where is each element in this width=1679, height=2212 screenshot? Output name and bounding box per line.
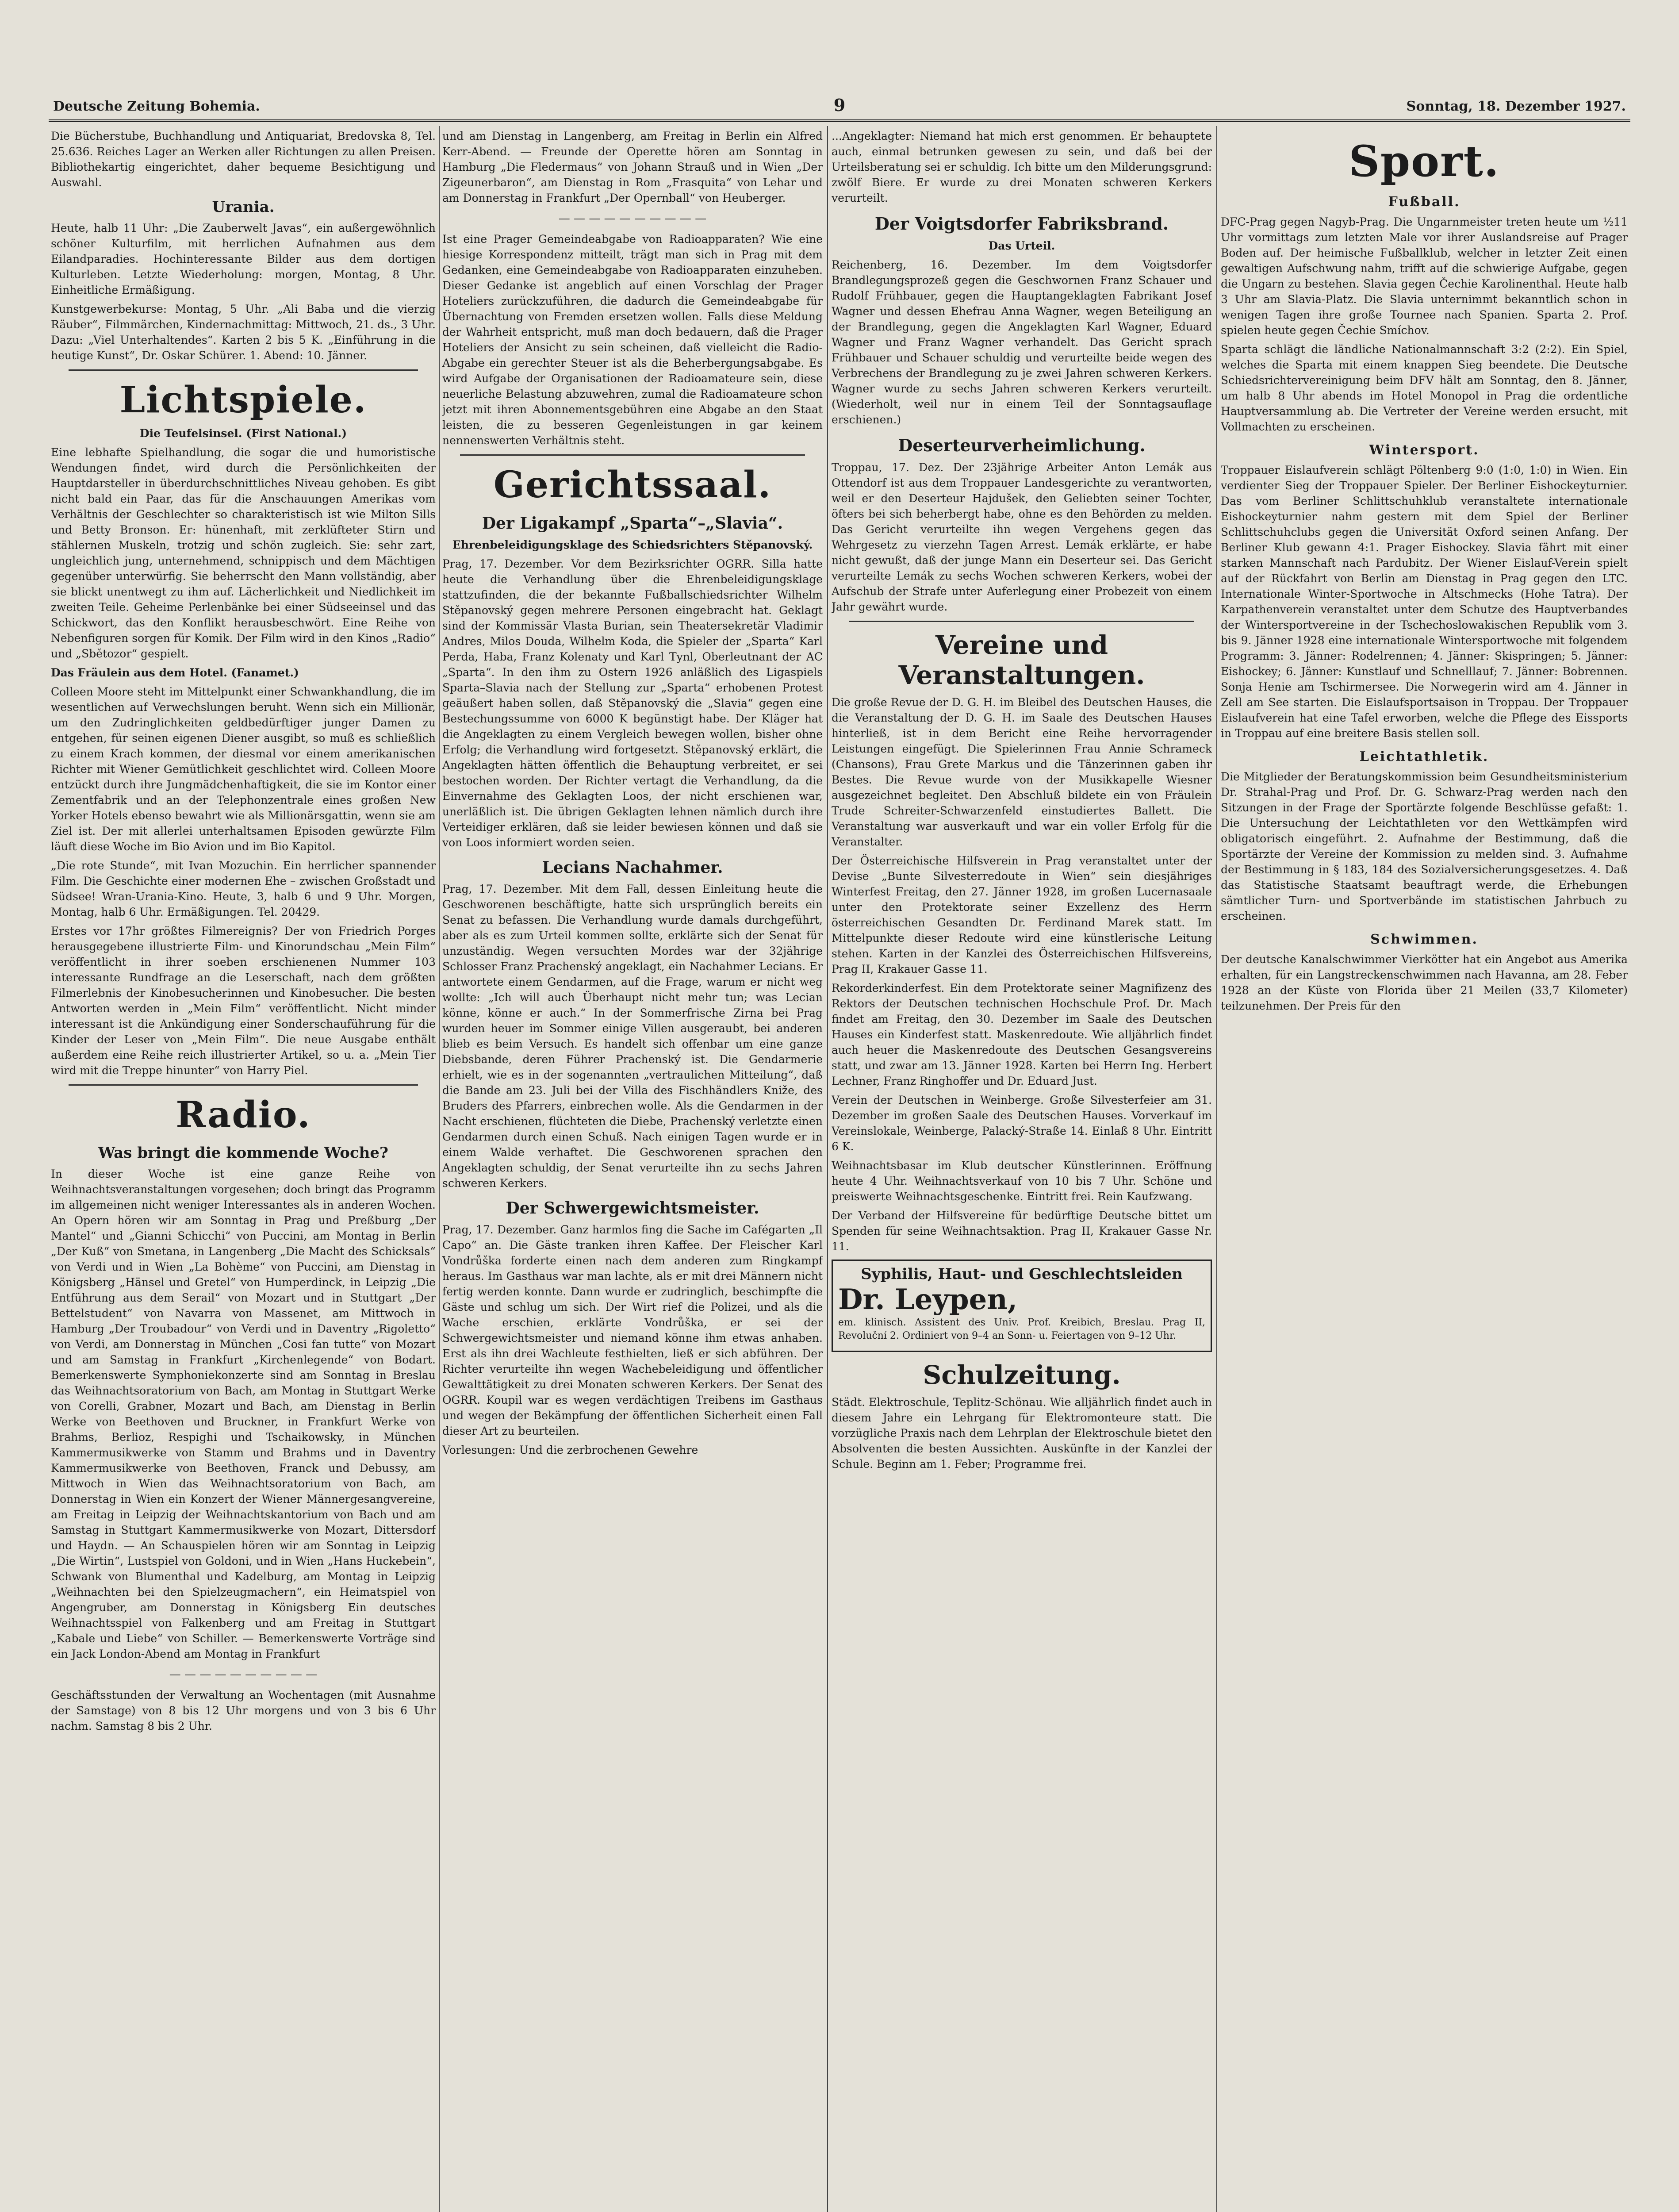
article-text: Eine lebhafte Spielhandlung, die sogar die und humoristische Wendungen findet, wird durch die Persönlichkeiten der Hauptdarsteller in überdurchschnittliches Niveau gehoben. Es gibt nicht bald ein Paar, das für die Anschauungen Amerikas vom Verhältnis der Geschlechter so charakteristisch ist wie Milton Sills und Betty Bronson. Er: hünenhaft, mit zerklüfteter Stirn und stählernen Muskeln, trotzig und schön zugleich. Sie: sehr zart, ungleichlich jung, unternehmend, schnippisch und dem Mächtigen gegenüber unterwürfig. Sie beherrscht den Mann vollständig, aber sie blickt unentwegt zu ihm auf. Lächerlichkeit und Niedlichkeit im zweiten Teile. Geheime Perlenbänke bei einer Südseeinsel und das Schickwort, das den Konflikt herausbeschwört. Eine Reihe von Nebenfiguren sorgen für Komik. Der Film wird in den Kinos „Radio“ und „Sbětozor“ gespielt. [51, 446, 436, 660]
article-text: Die Mitglieder der Beratungskommission beim Gesundheitsministerium Dr. Strahal-Prag und Prof. Dr. G. Schwarz-Prag werden nach den Sitzungen in der Frage der Sportärzte folgende Beschlüsse gefaßt: 1. Die Untersuchung der Leichtathleten vor den Wettkämpfen wird obligatorisch eingeführt. 2. Aufnahme der Bestimmung, daß die Sportärzte der Vereine der Kommission zu melden sind. 3. Aufnahme der Bestimmung in § 183, 184 des Sozialversicherungsgesetzes. 4. Daß das Statistische Staatsamt beauftragt werde, die Erhebungen sämtlicher Turn- und Sportverbände im statistischen Jahrbuch zu erscheinen. [1221, 770, 1628, 922]
article-text: Prag, 17. Dezember. Mit dem Fall, dessen Einleitung heute die Geschworenen beschäftigte, hatte sich ursprünglich bereits ein Senat zu befassen. Die Verhandlung wurde damals durchgeführt, aber als es zum Urteil kommen sollte, erklärte sich der Senat für unzuständig. Wegen versuchten Mordes war der 32jährige Schlosser Franz Prachenský angeklagt, ein Nachahmer Lecians. Er antwortete einem Gendarmen, auf die Frage, warum er nicht weg wollte: „Ich will auch Überhaupt nicht mehr tun; was Lecian könne, könne er auch.“ In der Sommerfrische Zirna bei Prag wurden heuer im Sommer einige Villen ausgeraubt, bei anderen blieb es beim Versuch. Es handelt sich offenbar um eine ganze Diebsbande, deren Führer Prachenský ist. Die Gendarmerie erhielt, wie es in der sogenannten „vertraulichen Mitteilung“, daß die Bande am 23. Juli bei der Villa des Fischhändlers Kniže, des Bruders des Pfarrers, einbrechen wolle. Als die Gendarmen in der Nacht erschienen, flüchteten die Diebe, Prachenský verletzte einen Gendarmen durch einen Schuß. Nach einigen Tagen wurde er in einem Walde verhaftet. Die Geschworenen sprachen den Angeklagten schuldig, der Senat verurteilte ihn zu sechs Jahren schweren Kerkers. [442, 883, 823, 1190]
article-text: ...Angeklagter: Niemand hat mich erst genommen. Er behauptete auch, einmal betrunken gewesen zu sein, und daß bei der Urteilsberatung sei er schuldig. Ich bitte um den Milderungsgrund: zwölf Biere. Er wurde zu drei Monaten schweren Kerkers verurteilt. [832, 130, 1212, 204]
masthead-rule [49, 119, 1630, 122]
section-rule: — — — — — — — — — — [558, 212, 707, 225]
column-2 [442, 128, 823, 2212]
article-heading: Lecians Nachahmer. [542, 858, 723, 877]
article-text: Der Österreichische Hilfsverein in Prag veranstaltet unter der Devise „Bunte Silvesterredoute in Wien“ sein diesjähriges Winterfest Freitag, den 27. Jänner 1928, im großen Lucernasaale unter den Protektorate seiner Exzellenz des Herrn österreichischen Gesandten Dr. Ferdinand Marek statt. Im Mittelpunkte dieser Redoute wird eine künstlerische Leitung stehen. Karten in der Kanzlei des Österreichischen Hilfsvereins, Prag II, Krakauer Gasse 11. [832, 854, 1212, 975]
column-divider [439, 126, 440, 2212]
section-rule [460, 454, 805, 456]
section-rule [69, 1084, 418, 1086]
article-text: Städt. Elektroschule, Teplitz-Schönau. Wie alljährlich findet auch in diesem Jahre ein Lehrgang für Elektromonteure statt. Die vorzügliche Praxis nach dem Lehrplan der Elektroschule bietet den Absolventen die besten Aussichten. Auskünfte in der Kanzlei der Schule. Beginn am 1. Feber; Programme frei. [832, 1396, 1212, 1471]
article-text: DFC-Prag gegen Nagyb-Prag. Die Ungarnmeister treten heute um ½11 Uhr vormittags zum letzten Male vor ihrer Auslandsreise auf Prager Boden auf. Der heimische Fußballklub, welcher in letzter Zeit einen gewaltigen Aufschwung nahm, trifft auf die schwierige Aufgabe, gegen die Ungarn zu bestehen. Slavia gegen Čechie Karolinenthal. Heute halb 3 Uhr am Slavia-Platz. Die Slavia unternimmt bekanntlich schon in wenigen Tagen ihre große Tournee nach Spanien. Sparta 2. Prof. spielen heute gegen Čechie Smíchov. [1221, 215, 1628, 337]
doctor-advertisement [832, 1260, 1212, 1352]
article-subheading: Ehrenbeleidigungsklage des Schiedsrichters Stěpanovský. [452, 538, 813, 551]
article-text: Der Verband der Hilfsvereine für bedürftige Deutsche bittet um Spenden für seine Weihnachtsaktion. Prag II, Krakauer Gasse Nr. 11. [832, 1209, 1212, 1253]
urania-more: Kunstgewerbekurse: Montag, 5 Uhr. „Ali Baba und die vierzig Räuber“, Filmmärchen, Kindernachmittag: Mittwoch, 21. ds., 3 Uhr. Dazu: „Viel Unterhaltendes“. Karten 2 bis 5 K. „Einführung in die heutige Kunst“, Dr. Oskar Schürer. 1. Abend: 10. Jänner. [51, 303, 436, 362]
article-heading: Deserteurverheimlichung. [898, 435, 1146, 455]
urania-heading: Urania. [212, 198, 275, 216]
gerichtssaal-heading: Gerichtssaal. [493, 464, 772, 506]
vereine-heading: Vereine und Veranstaltungen. [898, 630, 1145, 690]
article-text: Colleen Moore steht im Mittelpunkt einer Schwankhandlung, die im wesentlichen auf Verwechslungen beruht. Wenn sich ein Millionär, um den Zudringlichkeiten geldbedürftiger junger Damen zu entgehen, für seinen eigenen Diener ausgibt, so muß es schließlich zu einem Krach kommen, der diesmal vor einem amerikanischen Richter mit Wiener Gemütlichkeit geschlichtet wird. Colleen Moore entzückt durch ihre Jungmädchenhaftigkeit, die sie im Kontor einer Zementfabrik und an der Telephonzentrale eines großen New Yorker Hotels ebenso bewahrt wie als Millionärsgattin, wenn sie am Ziel ist. Der mit allerlei unterhaltsamen Episoden gewürzte Film läuft diese Woche im Bio Avion und im Bio Kapitol. [51, 685, 436, 853]
article-text: Vorlesungen: Und die zerbrochenen Gewehre [442, 1444, 698, 1456]
article-text: Prag, 17. Dezember. Ganz harmlos fing die Sache im Cafégarten „Il Capo“ an. Die Gäste tranken ihren Kaffee. Der Fleischer Karl Vondrůška forderte einen nach dem anderen zum Ringkampf heraus. Im Gasthaus war man lachte, als er mit drei Männern nicht fertig werden konnte. Dann wurde er zudringlich, beschimpfte die Gäste und schlug um sich. Der Wirt rief die Polizei, und als die Wache erschien, erklärte Vondrůška, er sei der Schwergewichtsmeister und niemand könne ihm etwas anhaben. Erst als ihn drei Wachleute festhielten, ließ er sich abführen. Der Richter verurteilte ihn wegen Wachebeleidigung und öffentlicher Gewalttätigkeit zu drei Monaten schweren Kerkers. Der Senat des OGRR. Koupil war es wegen verdächtigen Treibens im Gasthaus und wegen der Bekämpfung der öffentlichen Sicherheit einen Fall dieser Art zu beurteilen. [442, 1223, 823, 1437]
section-subheading: Wintersport. [1369, 442, 1480, 458]
ad-details: em. klinisch. Assistent des Univ. Prof. Kreibich, Breslau. Prag II, Revoluční 2. Ordiniert von 9–4 an Sonn- u. Feiertagen von 9–12 Uhr. [838, 1317, 1205, 1341]
section-subheading: Schwimmen. [1370, 932, 1478, 947]
article-text: und am Dienstag in Langenberg, am Freitag in Berlin ein Alfred Kerr-Abend. — Freunde der Operette hören am Sonntag in Hamburg „Die Fledermaus“ von Johann Strauß und in Wien „Der Zigeunerbaron“, am Dienstag in Rom „Frasquita“ von Lehar und am Donnerstag in Frankfurt „Der Opernball“ von Heuberger. [442, 130, 823, 204]
article-text: Die große Revue der D. G. H. im Bleibel des Deutschen Hauses, die die Veranstaltung der D. G. H. im Saale des Deutschen Hauses hinterließ, ist in dem Bericht eine Reihe hervorragender Leistungen eingefügt. Die Spielerinnen Frau Annie Schrameck (Chansons), Frau Grete Markus und die Tänzerinnen gaben ihr Bestes. Die Revue wurde von der Musikkapelle Wiesner ausgezeichnet begleitet. Den Abschluß bildete ein von Fräulein Trude Schreiter-Schwarzenfeld einstudiertes Ballett. Die Veranstaltung war ausverkauft und war ein voller Erfolg für die Veranstalter. [832, 696, 1212, 848]
article-title: Das Fräulein aus dem Hotel. (Fanamet.) [51, 666, 299, 679]
page-number: 9 [833, 95, 846, 115]
ad-doctor-name: Dr. Leypen, [838, 1283, 1018, 1316]
article-text: „Die rote Stunde“, mit Ivan Mozuchin. Ein herrlicher spannender Film. Die Geschichte einer modernen Ehe – zwischen Großstadt und Südsee! Wran-Urania-Kino. Heute, 3, halb 6 und 9 Uhr. Morgen, Montag, halb 6 Uhr. Ermäßigungen. Tel. 20429. [51, 859, 436, 918]
office-hours: Geschäftsstunden der Verwaltung an Wochentagen (mit Ausnahme der Samstage) von 8 bis 12 Uhr morgens und von 3 bis 6 Uhr nachm. Samstag 8 bis 2 Uhr. [51, 1689, 436, 1732]
article-text: Troppau, 17. Dez. Der 23jährige Arbeiter Anton Lemák aus Ottendorf ist aus dem Troppauer Landesgerichte zu verantworten, weil er den Deserteur Hajdušek, den Geliebten seiner Tochter, öfters bei sich beherbergt habe, ohne es den Behörden zu melden. Das Gericht verurteilte ihn wegen Vergehens gegen das Wehrgesetz zu vierzehn Tagen Arrest. Lemák erklärte, er habe nicht gewußt, daß der junge Mann ein Deserteur sei. Das Gericht verurteilte Lemák zu sechs Wochen schweren Kerkers, wobei der Aufschub der Strafe unter Auferlegung einer Probezeit von einem Jahr gewährt wurde. [832, 461, 1212, 613]
section-rule [849, 621, 1194, 622]
article-text: Der deutsche Kanalschwimmer Vierkötter hat ein Angebot aus Amerika erhalten, für ein Langstreckenschwimmen nach Havanna, am 28. Feber 1928 an der Küste von Florida über 21 Meilen (33,7 Kilometer) teilzunehmen. Der Preis für den [1221, 953, 1628, 1012]
publication-name: Deutsche Zeitung Bohemia. [53, 99, 260, 114]
article-text: Ist eine Prager Gemeindeabgabe von Radioapparaten? Wie eine hiesige Korrespondenz mitteilt, trägt man sich in Prag mit dem Gedanken, eine Gemeindeabgabe von Radioapparaten einzuheben. Dieser Gedanke ist angeblich auf einen Vorschlag der Prager Hoteliers zurückzuführen, die dadurch die Gemeindeabgabe für Übernachtung von Fremden ersetzen wollen. Falls diese Meldung der Wahrheit entspricht, muß man doch bedauern, daß die Prager Hoteliers der Ansicht zu sein scheinen, daß vielleicht die Radio-Abgabe ein gerechter Steuer ist als die Beherbergungsabgabe. Es wird Aufgabe der Organisationen der Radioamateure sein, diese neuerliche Belastung abzuwehren, zumal die Radioamateure schon jetzt mit ihren Abonnementsgebühren eine Abgabe an den Staat leisten, die zu besseren Gegenleistungen in gar keinem nennenswerten Verhältnis steht. [442, 233, 823, 447]
article-text: Prag, 17. Dezember. Vor dem Bezirksrichter OGRR. Silla hatte heute die Verhandlung über die Ehrenbeleidigungsklage stattzufinden, die der bekannte Fußballschiedsrichter Wilhelm Stěpanovský gegen mehrere Personen eingebracht hat. Geklagt sind der Kommissär Vlasta Burian, sein Theatersekretär Vladimir Andres, Milos Douda, Wilhelm Koda, die Spieler der „Sparta“ Karl Perda, Haba, Franz Kolenaty und Karl Tynl, Oberleutnant der AC „Sparta“. In den ihm zu Ostern 1926 anläßlich des Ligaspiels Sparta–Slavia nach der Stellung zur „Sparta“ erhobenen Protest geäußert haben sollen, daß Stěpanovský die „Slavia“ gegen eine Bestechungssumme von 6000 K begünstigt habe. Der Kläger hat die Angeklagten zu einem Vergleich bewegen wollen, bisher ohne Erfolg; die Verhandlung wird fortgesetzt. Stěpanovský erklärt, die Angeklagten hätten öffentlich die Behauptung verbreitet, er sei bestochen worden. Der Richter vertagt die Verhandlung, da die Einvernahme des Geklagten Loos, der nicht erschienen war, unerläßlich ist. Die übrigen Geklagten lehnen nämlich durch ihre Verteidiger erklären, daß sie leider bewiesen können und daß sie von Loos informiert worden seien. [442, 557, 823, 849]
section-rule: — — — — — — — — — — [169, 1668, 318, 1681]
column-4 [1221, 128, 1628, 2212]
issue-date: Sonntag, 18. Dezember 1927. [1406, 99, 1626, 114]
article-text: Reichenberg, 16. Dezember. Im dem Voigtsdorfer Brandlegungsprozeß gegen die Geschwornen Franz Schauer und Rudolf Frühbauer, gegen die Hauptangeklagten Fabrikant Josef Wagner und dessen Ehefrau Anna Wagner, wegen Beteiligung an der Brandlegung, gegen die Angeklagten Karl Wagner, Eduard Wagner und Franz Wagner verhandelt. Das Gericht sprach Frühbauer und Schauer schuldig und verurteilte beide wegen des Verbrechens der Brandlegung zu je zwei Jahren schweren Kerkers. Wagner wurde zu sechs Jahren schweren Kerkers verurteilt. (Wiederholt, weil nur in einem Teil der Sonntagsauflage erschienen.) [832, 258, 1212, 426]
lichtspiele-heading: Lichtspiele. [119, 379, 367, 421]
radio-heading: Radio. [176, 1094, 311, 1136]
ad-headline: Syphilis, Haut- und Geschlechtsleiden [861, 1265, 1183, 1283]
article-text: Erstes vor 17hr größtes Filmereignis? Der von Friedrich Porges herausgegebene illustrierte Film- und Kinorundschau „Mein Film“ veröffentlicht in ihrer soeben erschienenen Nummer 103 interessante Rundfrage an die Leserschaft, nach dem größten Filmerlebnis der Kinobesucherinnen und Kinobesucher. Die besten Antworten werden in „Mein Film“ veröffentlicht. Nicht minder interessant ist die Ankündigung einer Sonderschauführung für die Kinder der Leser von „Mein Film“. Die neue Ausgabe enthält außerdem eine Reihe reich illustrierter Artikel, so u. a. „Mein Tier wird mit die Treppe hinunter“ von Harry Piel. [51, 925, 436, 1077]
section-rule [69, 369, 418, 371]
radio-subheading: Was bringt die kommende Woche? [98, 1144, 388, 1162]
article-text: Sparta schlägt die ländliche Nationalmannschaft 3:2 (2:2). Ein Spiel, welches die Sparta mit einem knappen Sieg beendete. Die Deutsche Schiedsrichtervereinigung beim DFV hält am Sonntag, den 8. Jänner, um halb 8 Uhr abends im Hotel Monopol in Prag die ordentliche Hauptversammlung ab. Die Vertreter der Vereine werden ersucht, mit Vollmachten zu erscheinen. [1221, 343, 1628, 433]
article-text: Weihnachtsbasar im Klub deutscher Künstlerinnen. Eröffnung heute 4 Uhr. Weihnachtsverkauf von 10 bis 7 Uhr. Schöne und preiswerte Weihnachtsgeschenke. Eintritt frei. Rein Kaufzwang. [832, 1159, 1212, 1203]
buecherstube-notice: Die Bücherstube, Buchhandlung und Antiquariat, Bredovska 8, Tel. 25.636. Reiches Lager an Werken aller Richtungen zu allen Preisen. Bibliothekartig eingerichtet, daher bequeme Besichtigung und Auswahl. [51, 130, 436, 189]
article-text: In dieser Woche ist eine ganze Reihe von Weihnachtsveranstaltungen vorgesehen; doch bringt das Programm im allgemeinen nicht weniger Interessantes als in anderen Wochen. An Opern hören wir am Sonntag in Prag und Preßburg „Der Mantel“ und „Gianni Schicchi“ von Puccini, am Montag in Berlin „Der Kuß“ von Smetana, in Langenberg „Die Macht des Schicksals“ von Verdi und in Wien „La Bohème“ von Puccini, am Dienstag in Königsberg „Hänsel und Gretel“ von Humperdinck, in Leipzig „Die Entführung aus dem Serail“ von Mozart und in Stuttgart „Der Bettelstudent“ von Navarra von Massenet, am Mittwoch in Hamburg „Der Troubadour“ von Verdi und in Daventry „Rigoletto“ von Verdi, am Donnerstag in München „Cosi fan tutte“ von Mozart und am Samstag in Frankfurt „Kirchenlegende“ von Bodart. Bemerkenswerte Symphoniekonzerte sind am Sonntag in Breslau das Weihnachtsoratorium von Bach, am Montag in Stuttgart Werke von Corelli, Grabner, Mozart und Bach, am Dienstag in Berlin Werke von Beethoven und Bruckner, in Frankfurt Werke von Brahms, Berlioz, Respighi und Tschaikowsky, in München Kammermusikwerke von Stamm und Brahms und in Daventry Kammermusikwerke von Beethoven, Franck und Debussy, am Mittwoch in Wien das Weihnachtsoratorium von Bach, am Donnerstag in Wien ein Konzert der Wiener Männergesangvereine, am Freitag in Leipzig der Weihnachtskantorium von Bach und am Samstag in Stuttgart Kammermusikwerke von Mozart, Dittersdorf und Haydn. — An Schauspielen hören wir am Sonntag in Leipzig „Die Wirtin“, Lustspiel von Goldoni, und in Wien „Hans Huckebein“, Schwank von Blumenthal und Kadelburg, am Montag in Leipzig „Weihnachten bei den Spielzeugmachern“, ein Heimatspiel von Angengruber, am Donnerstag in Königsberg Ein deutsches Weihnachtsspiel von Falkenberg und am Freitag in Stuttgart „Kabale und Liebe“ von Schiller. — Bemerkenswerte Vorträge sind ein Jack London-Abend am Montag in Frankfurt [51, 1167, 436, 1660]
article-text: Verein der Deutschen in Weinberge. Große Silvesterfeier am 31. Dezember im großen Saale des Deutschen Hauses. Vorverkauf im Vereinslokale, Weinberge, Palacký-Straße 14. Einlaß 8 Uhr. Eintritt 6 K. [832, 1094, 1212, 1153]
column-divider [1216, 126, 1217, 2212]
article-text: Rekorderkinderfest. Ein dem Protektorate seiner Magnifizenz des Rektors der Deutschen technischen Hochschule Prof. Dr. Mach findet am Freitag, den 30. Dezember im Saale des Deutschen Hauses ein Kinderfest statt. Maskenredoute. Wie alljährlich findet auch heuer die Maskenredoute des Deutschen Gesangsvereins statt, und zwar am 13. Jänner 1928. Karten bei Herrn Ing. Herbert Lechner, Franz Ringhoffer und Dr. Eduard Just. [832, 982, 1212, 1087]
article-subheading: Das Urteil. [988, 239, 1055, 252]
schulzeitung-heading: Schulzeitung. [923, 1360, 1121, 1390]
masthead [53, 95, 1626, 118]
article-title: Die Teufelsinsel. (First National.) [139, 427, 347, 440]
article-heading: Der Ligakampf „Sparta“–„Slavia“. [482, 514, 783, 533]
article-heading: Der Voigtsdorfer Fabriksbrand. [874, 214, 1169, 234]
section-subheading: Leichtathletik. [1359, 749, 1489, 764]
column-3 [832, 128, 1212, 2212]
section-subheading: Fußball. [1388, 194, 1460, 210]
sport-heading: Sport. [1349, 136, 1500, 186]
urania-text: Heute, halb 11 Uhr: „Die Zauberwelt Javas“, ein außergewöhnlich schöner Kulturfilm, mit herrlichen Aufnahmen aus dem Eilandparadies. Hochinteressante Bilder aus dem dortigen Kulturleben. Letzte Wiederholung: morgen, Montag, 8 Uhr. Einheitliche Ermäßigung. [51, 222, 436, 296]
article-text: Troppauer Eislaufverein schlägt Pöltenberg 9:0 (1:0, 1:0) in Wien. Ein verdienter Sieg der Troppauer Spieler. Der Berliner Eishockeyturnier. Das vom Berliner Schlittschuhklub veranstaltete internationale Eishockeyturnier nahm gestern mit dem Spiel der Berliner Schlittschuhclubs gegen die Universität Oxford seinen Anfang. Der Berliner Klub gewann 4:1. Prager Eishockey. Slavia fährt mit einer starken Mannschaft nach Pardubitz. Der Wiener Eislauf-Verein spielt auf der Rückfahrt von Berlin am Dienstag in Prag gegen den LTC. Internationale Winter-Sportwoche in Altschmecks (Hohe Tatra). Der Karpathenverein veranstaltet unter dem Schutze des Hauptverbandes der Wintersportvereine in der Tschechoslowakischen Republik vom 3. bis 9. Jänner 1928 eine internationale Wintersportwoche mit folgendem Programm: 3. Jänner: Rodelrennen; 4. Jänner: Skispringen; 5. Jänner: Eishockey; 6. Jänner: Kunstlauf und Schnelllauf; 7. Jänner: Bobrennen. Sonja Henie am Tschirmersee. Die Norwegerin wird am 4. Jänner in Zell am See starten. Die Eislaufsportsaison in Troppau. Der Troppauer Eislaufverein hat eine Tafel erworben, welche die Pflege des Eissports in Troppau auf eine breitere Basis stellen soll. [1221, 464, 1628, 740]
article-heading: Der Schwergewichtsmeister. [506, 1199, 759, 1217]
column-1 [51, 128, 436, 2212]
column-divider [827, 126, 828, 2212]
